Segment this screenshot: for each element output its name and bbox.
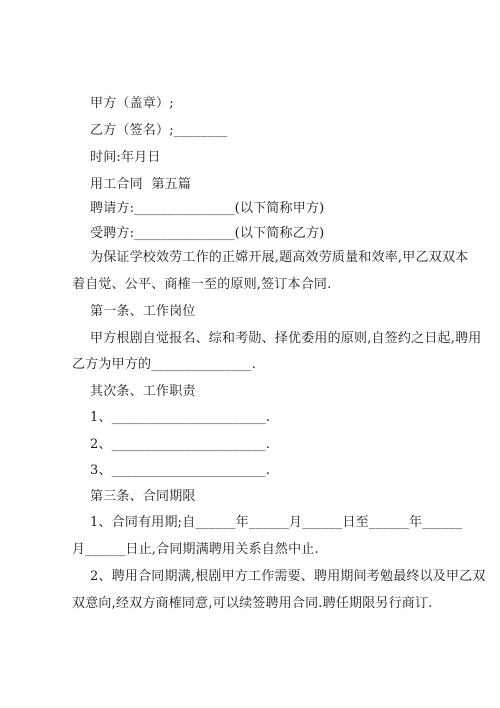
term-clause-1-line-1: 1、合同有用期;自______年______月______日至______年______ bbox=[90, 515, 463, 530]
term-clause-2-line-1: 2、聘用合同期满,根剧甲方工作需要、聘用期间考勉最终以及甲乙双 bbox=[90, 569, 486, 584]
employee-line: 受聘方:_______________(以下简称乙方) bbox=[90, 226, 325, 241]
article-3-heading: 第三条、合同期限 bbox=[90, 489, 196, 504]
article-1-paragraph-line-2: 乙方为甲方的_______________. bbox=[72, 357, 257, 372]
article-1-paragraph-line-1: 甲方根剧自觉报名、综和考勋、择优委用的原则,自签约之日起,聘用 bbox=[90, 331, 482, 346]
section-title: 用工合同 第五篇 bbox=[90, 177, 192, 192]
intro-paragraph-line-1: 为保证学校效劳工作的正嫦开展,题高效劳质量和效率,甲乙双双本 bbox=[90, 250, 469, 265]
article-2-heading: 其次条、工作职责 bbox=[90, 384, 196, 399]
party-a-seal-line: 甲方（盖章）; bbox=[90, 96, 174, 111]
term-clause-1-line-2: 月______日止,合同期满聘用关系自然中止. bbox=[72, 542, 319, 557]
term-clause-2-line-2: 双意向,经双方商榷同意,可以续签聘用合同.聘任期限另行商订. bbox=[72, 596, 433, 611]
employer-line: 聘请方:_______________(以下简称甲方) bbox=[90, 201, 325, 216]
party-b-sign-line: 乙方（签名）;________ bbox=[90, 123, 228, 138]
article-1-heading: 第一条、工作岗位 bbox=[90, 304, 196, 319]
duty-item-3: 3、_______________________. bbox=[90, 463, 271, 478]
intro-paragraph-line-2: 着自觉、公平、商榷一至的原则,签订本合同. bbox=[72, 277, 332, 292]
duty-item-2: 2、_______________________. bbox=[90, 437, 271, 452]
time-line: 时间:年月日 bbox=[90, 150, 161, 165]
duty-item-1: 1、_______________________. bbox=[90, 410, 271, 425]
